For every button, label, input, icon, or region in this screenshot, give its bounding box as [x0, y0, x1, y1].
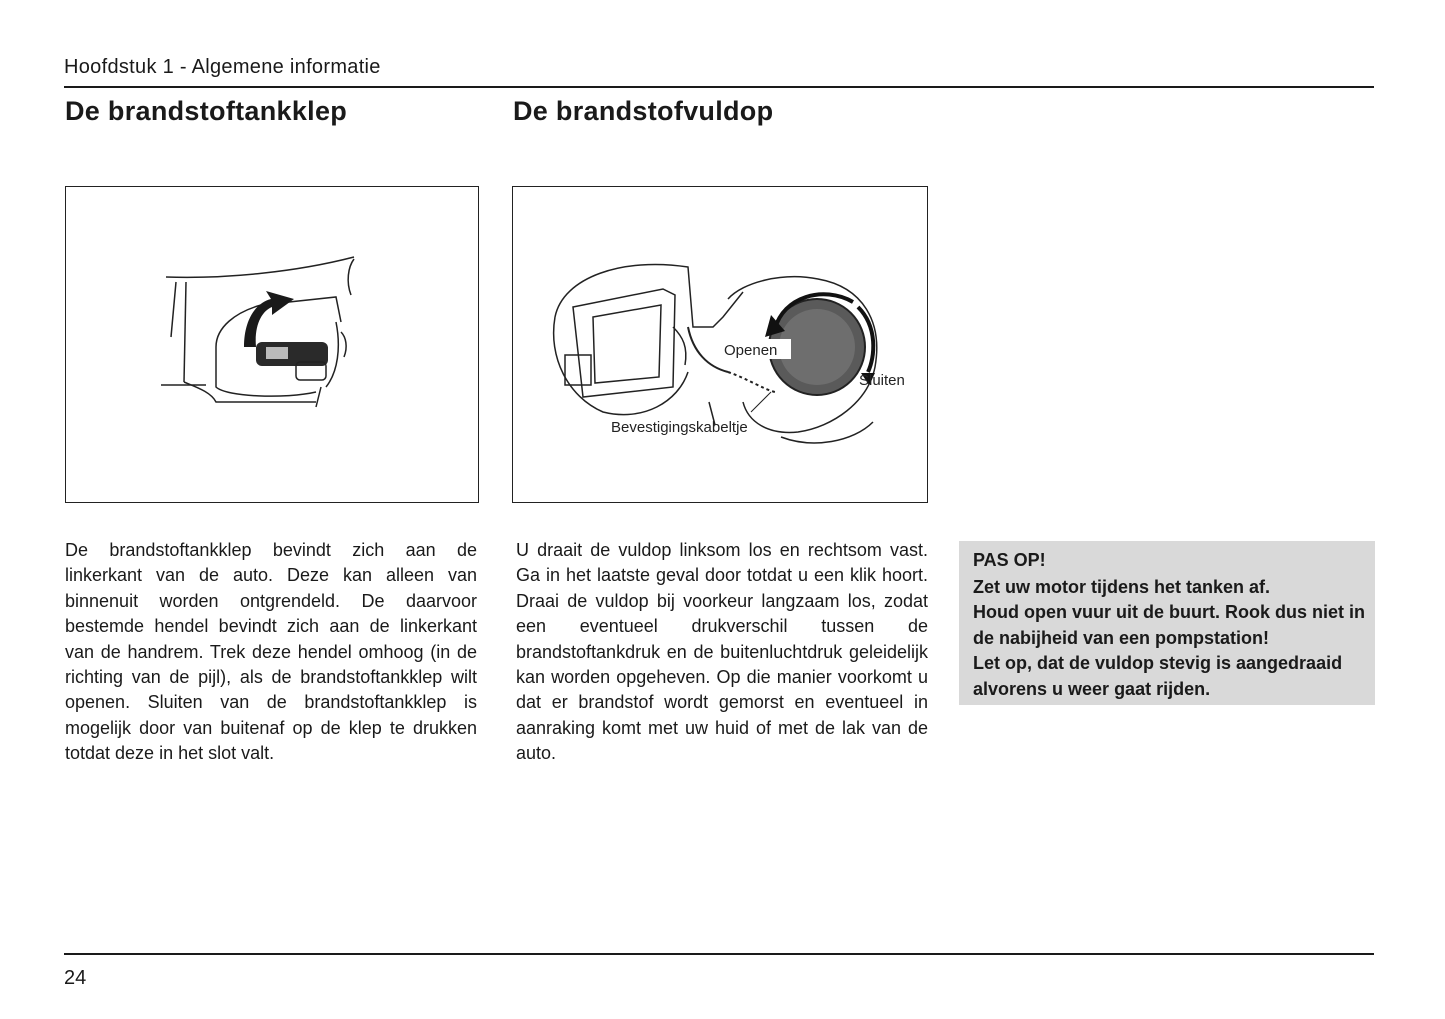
page-number: 24 [64, 967, 87, 989]
fuel-flap-lever-illustration [66, 187, 478, 502]
middle-section-title: De brandstofvuldop [513, 96, 774, 126]
middle-body-paragraph: U draait de vuldop linksom los en rechtsom vast. Ga in het laatste geval door totdat u een klik hoort. Draai de vuldop bij voorkeur langzaam los, zodat een eventueel drukverschil tussen de brandstoftankdruk en de buitenluchtdruk geleidelijk kan worden opgeheven. Op die manier voorkomt u dat er brandstof wordt gemorst en eventueel in aanraking komt met uw huid of met de lak van de auto. [516, 540, 928, 764]
fuel-cap-open-label: Openen [724, 342, 778, 359]
fuel-cap-illustration [513, 187, 927, 502]
fuel-cap-cable-label: Bevestigingskabeltje [611, 419, 748, 436]
warning-title: PAS OP! [973, 550, 1046, 570]
header-rule [64, 86, 1374, 88]
warning-line: Houd open vuur uit de buurt. Rook dus niet in de nabijheid van een pompstation! [973, 602, 1365, 648]
footer-rule [64, 953, 1374, 955]
left-body-paragraph: De brandstoftankklep bevindt zich aan de linkerkant van de auto. Deze kan alleen van binnenuit worden ontgrendeld. De daarvoor bestemde hendel bevindt zich aan de linkerkant van de handrem. Trek deze hendel omhoog (in de richting van de pijl), als de brandstoftankklep wilt openen. Sluiten van de brandstoftankklep is mogelijk door van buitenaf op de klep te drukken totdat deze in het slot valt. [65, 540, 477, 764]
fuel-cap-close-label: Sluiten [859, 372, 905, 389]
warning-text [973, 575, 1369, 702]
warning-line: Let op, dat de vuldop stevig is aangedraaid alvorens u weer gaat rijden. [973, 653, 1343, 699]
middle-body-text [516, 538, 928, 767]
figure-fuel-cap [512, 186, 928, 503]
warning-line: Zet uw motor tijdens het tanken af. [973, 577, 1271, 597]
figure-fuel-flap-lever [65, 186, 479, 503]
lever-arrow-icon [244, 291, 294, 347]
left-section-title: De brandstoftankklep [65, 96, 348, 126]
chapter-header: Hoofdstuk 1 - Algemene informatie [64, 56, 381, 78]
left-body-text [65, 538, 477, 767]
